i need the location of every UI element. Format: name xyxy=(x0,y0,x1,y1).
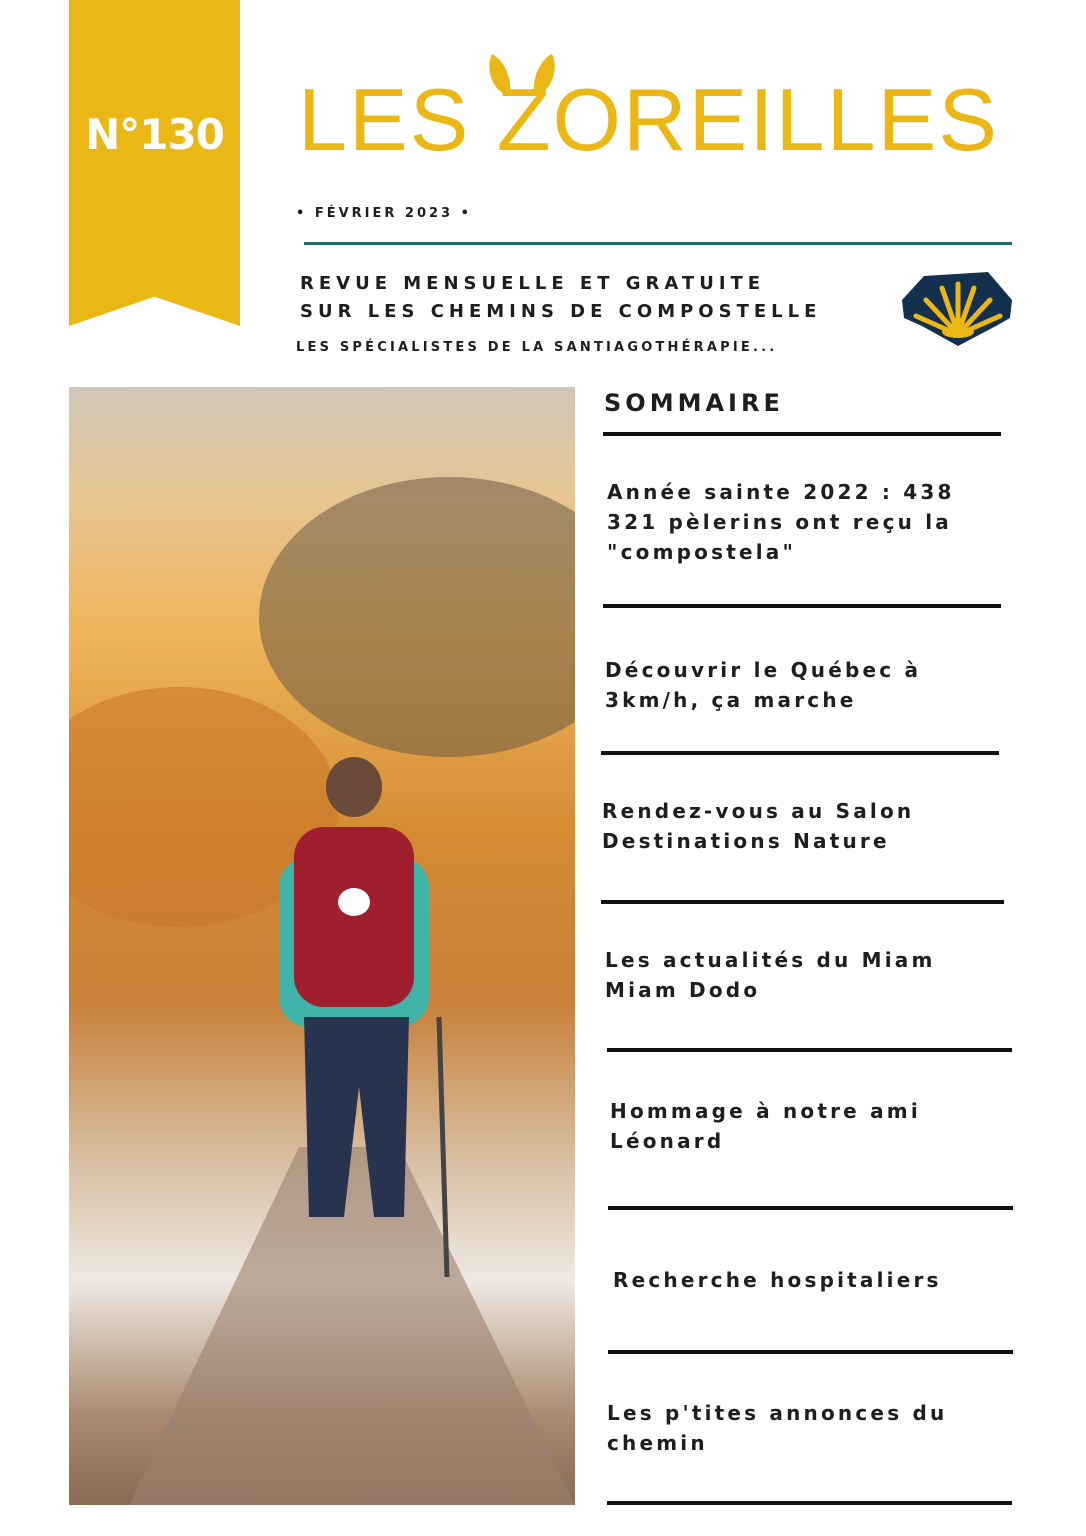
divider xyxy=(601,751,999,755)
masthead-title: LES ZOREILLES xyxy=(298,70,999,169)
divider xyxy=(607,1501,1012,1505)
cover-photo-hiker xyxy=(69,387,575,1505)
tagline xyxy=(300,270,821,326)
sommaire-item[interactable]: Recherche hospitaliers xyxy=(613,1268,942,1292)
issue-ribbon xyxy=(69,0,240,326)
tagline-line: SUR LES CHEMINS DE COMPOSTELLE xyxy=(300,301,822,322)
subtitle: LES SPÉCIALISTES DE LA SANTIAGOTHÉRAPIE... xyxy=(296,340,778,355)
scallop-shell-icon xyxy=(902,270,1014,348)
sommaire-item[interactable]: Les actualités du Miam Miam Dodo xyxy=(605,948,936,1002)
issue-date: • FÉVRIER 2023 • xyxy=(296,206,472,221)
divider xyxy=(603,432,1001,436)
divider xyxy=(608,1350,1013,1354)
sommaire-item[interactable]: Rendez-vous au Salon Destinations Nature xyxy=(602,799,915,853)
sommaire-item[interactable]: Les p'tites annonces du chemin xyxy=(607,1401,948,1455)
sommaire-item[interactable]: Hommage à notre ami Léonard xyxy=(610,1099,921,1153)
issue-number: N°130 xyxy=(85,110,224,159)
divider xyxy=(601,900,1004,904)
divider xyxy=(304,242,1012,245)
tagline-line: REVUE MENSUELLE ET GRATUITE xyxy=(300,273,766,294)
sommaire-item[interactable]: Année sainte 2022 : 438 321 pèlerins ont reçu la "compostela" xyxy=(607,480,955,564)
divider xyxy=(603,604,1001,608)
sommaire-item[interactable]: Découvrir le Québec à 3km/h, ça marche xyxy=(605,658,922,712)
divider xyxy=(608,1206,1013,1210)
divider xyxy=(607,1048,1012,1052)
sommaire-title: SOMMAIRE xyxy=(604,389,784,417)
